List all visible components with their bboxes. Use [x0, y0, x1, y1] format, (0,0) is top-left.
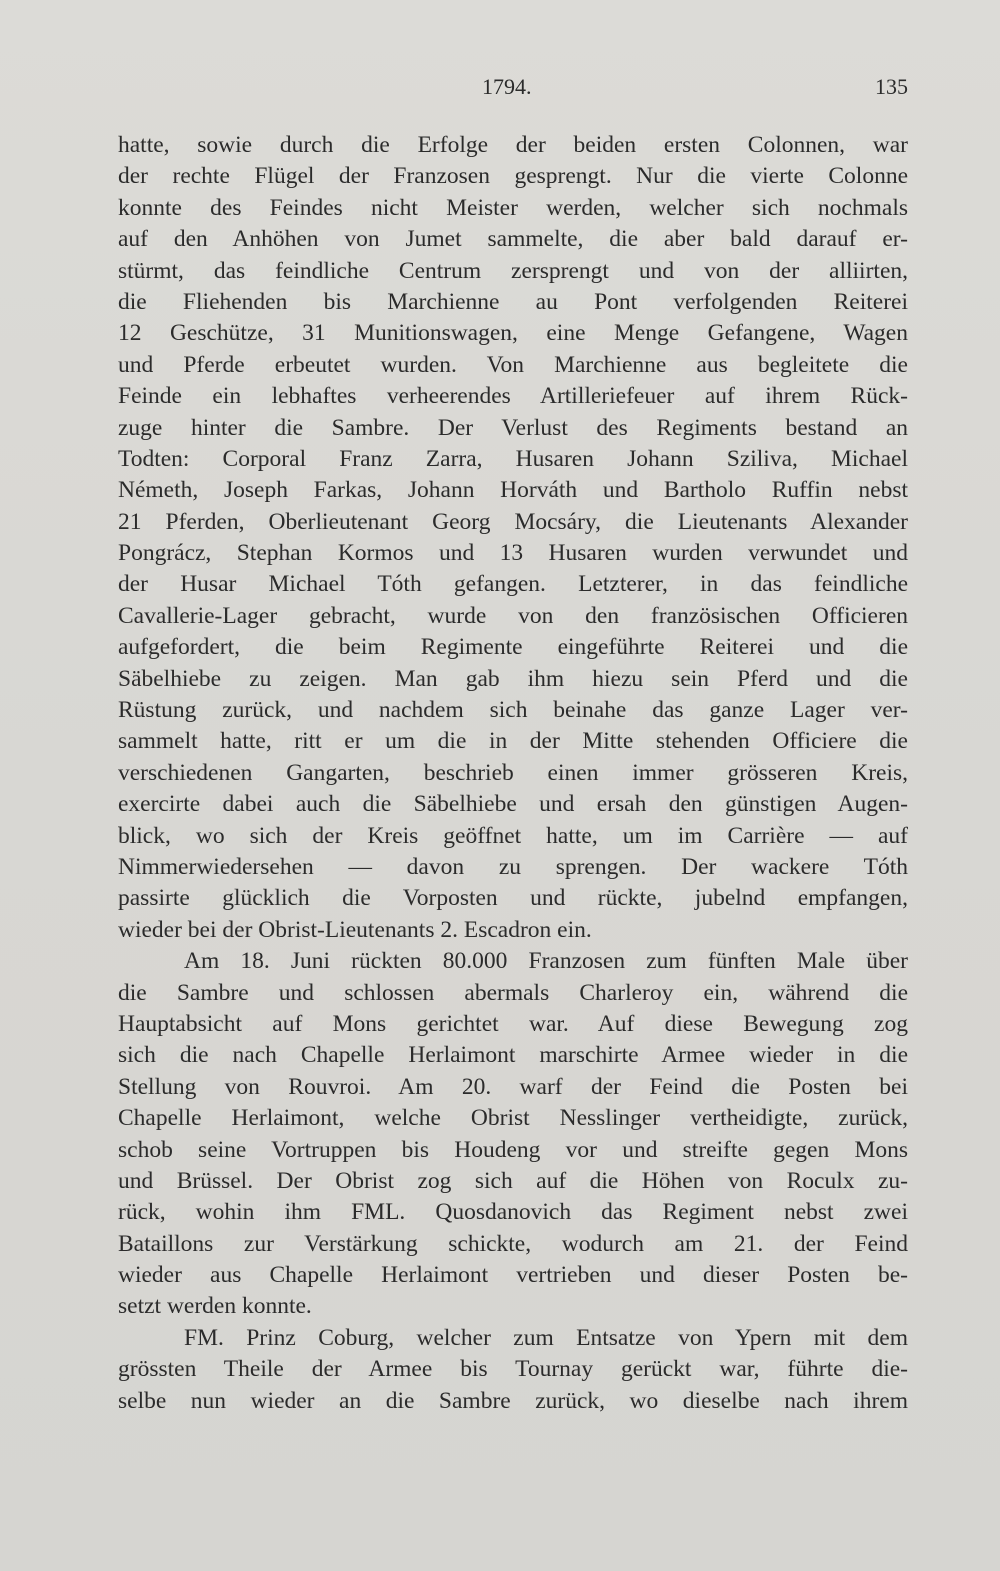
- text-line: Hauptabsicht auf Mons gerichtet war. Auf diese Bewegung zog: [118, 1010, 908, 1037]
- text-line: Pongrácz, Stephan Kormos und 13 Husaren wurden verwundet und: [118, 540, 908, 567]
- page-number: 135: [875, 74, 908, 99]
- text-line: 21 Pferden, Oberlieutenant Georg Mocsáry, die Lieutenants Alexander: [118, 508, 908, 535]
- text-line: Nimmerwiedersehen — davon zu sprengen. Der wackere Tóth: [118, 853, 908, 880]
- text-line: Feinde ein lebhaftes verheerendes Artilleriefeuer auf ihrem Rück-: [118, 383, 908, 410]
- text-line: und Pferde erbeutet wurden. Von Marchienne aus begleitete die: [118, 351, 908, 378]
- text-line: die Sambre und schlossen abermals Charleroy ein, während die: [118, 979, 908, 1006]
- text-line: hatte, sowie durch die Erfolge der beiden ersten Colonnen, war: [118, 132, 908, 158]
- text-line: rück, wohin ihm FML. Quosdanovich das Regiment nebst zwei: [118, 1199, 908, 1226]
- text-line: Bataillons zur Verstärkung schickte, wodurch am 21. der Feind: [118, 1230, 908, 1257]
- text-line: sich die nach Chapelle Herlaimont marschirte Armee wieder in die: [118, 1042, 908, 1069]
- text-line: Säbelhiebe zu zeigen. Man gab ihm hiezu sein Pferd und die: [118, 665, 908, 692]
- text-line: der Husar Michael Tóth gefangen. Letzterer, in das feindliche: [118, 571, 908, 598]
- text-line: Németh, Joseph Farkas, Johann Horváth und Bartholo Ruffin nebst: [118, 477, 908, 504]
- text-line: Rüstung zurück, und nachdem sich beinahe das ganze Lager ver-: [118, 697, 908, 724]
- text-line: verschiedenen Gangarten, beschrieb einen immer grösseren Kreis,: [118, 759, 908, 786]
- text-line: 12 Geschütze, 31 Munitionswagen, eine Menge Gefangene, Wagen: [118, 320, 908, 347]
- text-line: Am 18. Juni rückten 80.000 Franzosen zum fünften Male über: [184, 948, 908, 975]
- text-line: aufgefordert, die beim Regimente eingeführte Reiterei und die: [118, 634, 908, 661]
- text-line: Cavallerie-Lager gebracht, wurde von den französischen Officieren: [118, 602, 908, 629]
- text-line: Chapelle Herlaimont, welche Obrist Nesslinger vertheidigte, zurück,: [118, 1105, 908, 1132]
- header-year: 1794.: [482, 74, 532, 99]
- text-line: setzt werden konnte.: [118, 1293, 312, 1320]
- text-line: selbe nun wieder an die Sambre zurück, wo dieselbe nach ihrem: [118, 1387, 908, 1414]
- text-line: die Fliehenden bis Marchienne au Pont verfolgenden Reiterei: [118, 288, 908, 315]
- body-text: [118, 130, 908, 1417]
- text-line: FM. Prinz Coburg, welcher zum Entsatze von Ypern mit dem: [184, 1324, 908, 1351]
- text-line: blick, wo sich der Kreis geöffnet hatte, um im Carrière — auf: [118, 822, 908, 849]
- text-line: wieder aus Chapelle Herlaimont vertrieben und dieser Posten be-: [118, 1262, 908, 1289]
- text-line: sammelt hatte, ritt er um die in der Mitte stehenden Officiere die: [118, 728, 908, 755]
- text-line: konnte des Feindes nicht Meister werden, welcher sich nochmals: [118, 194, 908, 221]
- text-line: der rechte Flügel der Franzosen gesprengt. Nur die vierte Colonne: [118, 163, 908, 190]
- text-line: auf den Anhöhen von Jumet sammelte, die aber bald darauf er-: [118, 226, 908, 253]
- text-line: Stellung von Rouvroi. Am 20. warf der Feind die Posten bei: [118, 1073, 908, 1100]
- text-line: und Brüssel. Der Obrist zog sich auf die Höhen von Roculx zu-: [118, 1167, 908, 1194]
- running-header: [118, 74, 908, 104]
- text-line: exercirte dabei auch die Säbelhiebe und ersah den günstigen Augen-: [118, 791, 908, 818]
- text-line: passirte glücklich die Vorposten und rückte, jubelnd empfangen,: [118, 885, 908, 912]
- text-line: wieder bei der Obrist-Lieutenants 2. Escadron ein.: [118, 916, 592, 943]
- text-line: stürmt, das feindliche Centrum zersprengt und von der alliirten,: [118, 257, 908, 284]
- text-line: grössten Theile der Armee bis Tournay gerückt war, führte die-: [118, 1356, 908, 1383]
- text-line: zuge hinter die Sambre. Der Verlust des Regiments bestand an: [118, 414, 908, 441]
- text-line: schob seine Vortruppen bis Houdeng vor und streifte gegen Mons: [118, 1136, 908, 1163]
- text-line: Todten: Corporal Franz Zarra, Husaren Johann Sziliva, Michael: [118, 445, 908, 472]
